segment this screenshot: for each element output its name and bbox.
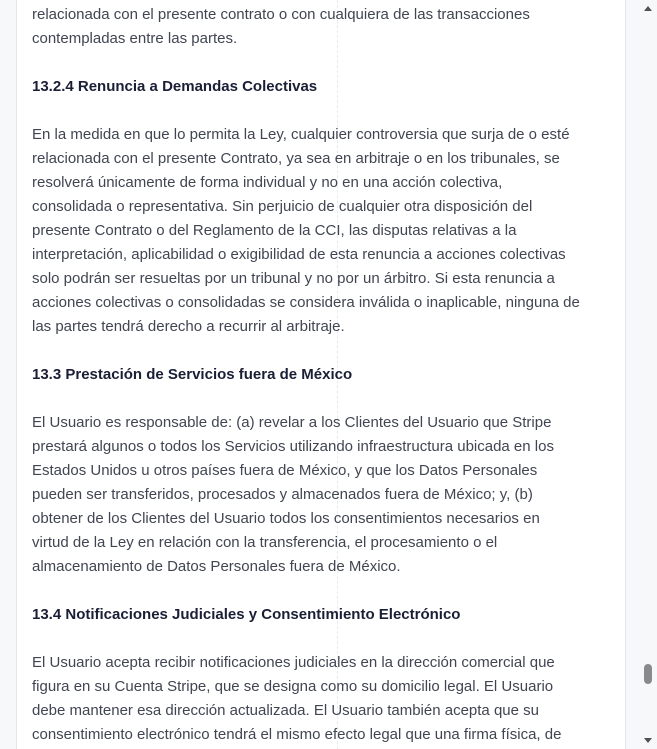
paragraph-line: prestará algunos o todos los Servicios utilizando infraestructura ubicada en los (32, 438, 554, 455)
paragraph-line: relacionada con el presente contrato o con cualquiera de las transacciones (32, 6, 530, 23)
paragraph-line: El Usuario acepta recibir notificaciones judiciales en la dirección comercial que (32, 654, 555, 671)
paragraph-line: contempladas entre las partes. (32, 30, 238, 47)
section-heading-13-2-4: 13.2.4 Renuncia a Demandas Colectivas (32, 78, 318, 95)
section-heading-13-3: 13.3 Prestación de Servicios fuera de México (32, 366, 353, 383)
paragraph-line: El Usuario es responsable de: (a) revelar a los Clientes del Usuario que Stripe (32, 414, 552, 431)
paragraph-line: Estados Unidos u otros países fuera de México, y que los Datos Personales (32, 462, 538, 479)
paragraph-line: pueden ser transferidos, procesados y almacenados fuera de México; y, (b) (32, 486, 533, 503)
section-heading-13-4: 13.4 Notificaciones Judiciales y Consentimiento Electrónico (32, 606, 461, 623)
vertical-scrollbar[interactable] (640, 0, 657, 749)
triangle-up-icon[interactable] (644, 6, 652, 11)
section-paragraph-13-4 (32, 651, 602, 747)
paragraph-line: acciones colectivas o consolidadas se considera inválida o inaplicable, ninguna de (32, 294, 580, 311)
paragraph-line: presente Contrato o del Reglamento de la CCI, las disputas relativas a la (32, 222, 517, 239)
triangle-down-icon[interactable] (644, 738, 652, 743)
paragraph-line: debe mantener esa dirección actualizada. El Usuario también acepta que su (32, 702, 539, 719)
paragraph-line: consolidada o representativa. Sin perjuicio de cualquier otra disposición del (32, 198, 533, 215)
paragraph-line: solo podrán ser resueltas por un tribunal y no por un árbitro. Si esta renuncia a (32, 270, 555, 287)
paragraph-line: resolverá únicamente de forma individual y no en una acción colectiva, (32, 174, 503, 191)
section-paragraph-13-3 (32, 411, 602, 579)
paragraph-line: las partes tendrá derecho a recurrir al arbitraje. (32, 318, 345, 335)
paragraph-line: obtener de los Clientes del Usuario todos los consentimientos necesarios en (32, 510, 540, 527)
paragraph-line: almacenamiento de Datos Personales fuera de México. (32, 558, 401, 575)
paragraph-line: consentimiento electrónico tendrá el mismo efecto legal que una firma física, de (32, 726, 562, 743)
paragraph-line: figura en su Cuenta Stripe, que se designa como su domicilio legal. El Usuario (32, 678, 554, 695)
intro-paragraph (32, 3, 602, 51)
section-paragraph-13-2-4 (32, 123, 602, 339)
paragraph-line: relacionada con el presente Contrato, ya sea en arbitraje o en los tribunales, se (32, 150, 560, 167)
document-panel (16, 0, 626, 749)
paragraph-line: En la medida en que lo permita la Ley, cualquier controversia que surja de o esté (32, 126, 570, 143)
paragraph-line: interpretación, aplicabilidad o exigibilidad de esta renuncia a acciones colectivas (32, 246, 566, 263)
paragraph-line: virtud de la Ley en relación con la transferencia, el procesamiento o el (32, 534, 498, 551)
scrollbar-thumb[interactable] (644, 664, 652, 684)
